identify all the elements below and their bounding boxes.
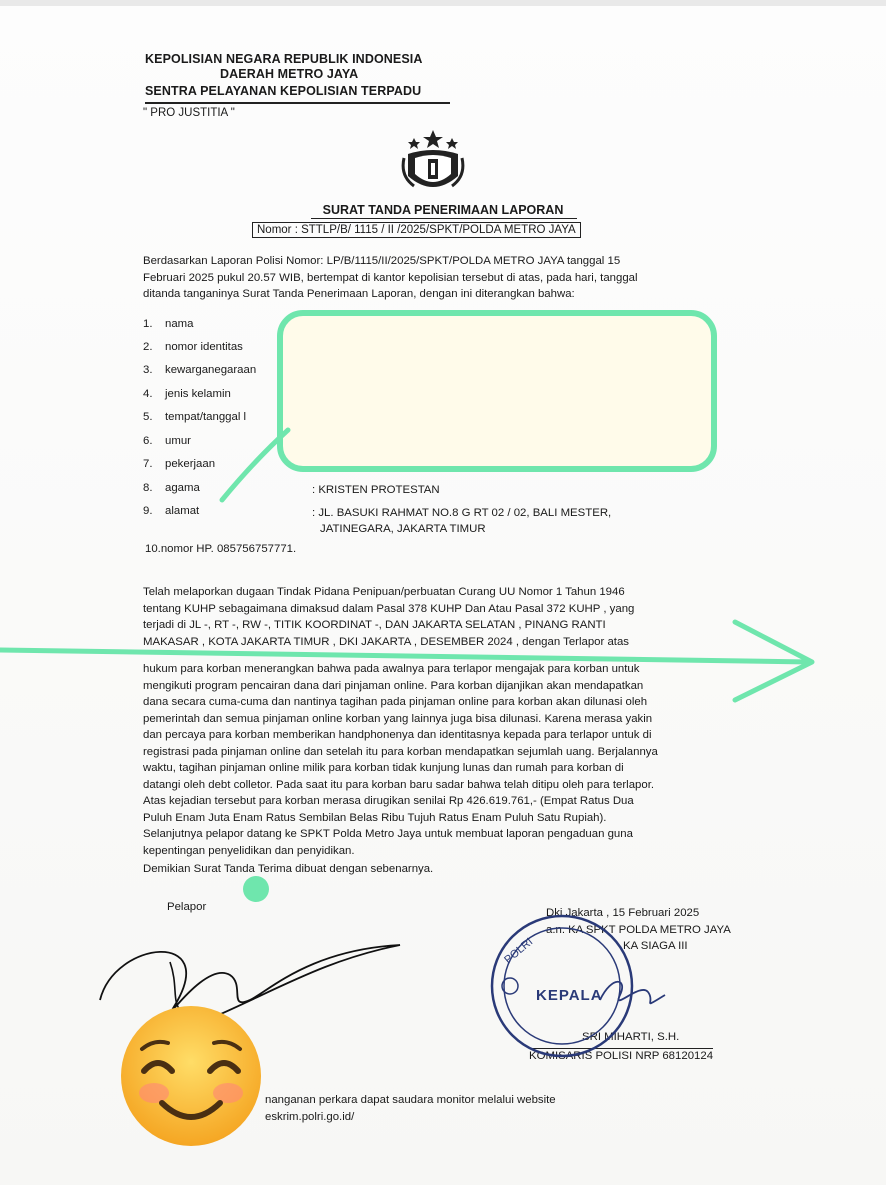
field-label: tempat/tanggal l bbox=[165, 411, 247, 423]
chronology-line: hukum para korban menerangkan bahwa pada awalnya para terlapor mengajak para korban untuk bbox=[143, 663, 640, 675]
footer-line: nanganan perkara dapat saudara monitor melalui website bbox=[265, 1094, 556, 1106]
header-underline bbox=[145, 102, 450, 104]
smiling-face-emoji-icon bbox=[118, 1003, 264, 1149]
pro-justitia: " PRO JUSTITIA " bbox=[143, 107, 235, 119]
chronology-line: kepentingan penyelidikan dan penyidikan. bbox=[143, 844, 355, 857]
header-line-2: DAERAH METRO JAYA bbox=[220, 67, 359, 81]
chronology-line: Selanjutnya pelapor datang ke SPKT Polda Metro Jaya untuk membuat laporan pengaduan guna bbox=[143, 828, 633, 840]
report-line: Telah melaporkan dugaan Tindak Pidana Penipuan/perbuatan Curang UU Nomor 1 Tahun 1946 bbox=[143, 586, 625, 598]
field-label: alamat bbox=[165, 505, 200, 517]
agama-value: : KRISTEN PROTESTAN bbox=[312, 484, 440, 496]
field-number: 5. bbox=[143, 411, 153, 423]
footer-line: eskrim.polri.go.id/ bbox=[265, 1111, 355, 1123]
intro-paragraph bbox=[143, 253, 638, 303]
intro-line: Berdasarkan Laporan Polisi Nomor: LP/B/1115/II/2025/SPKT/POLDA METRO JAYA tanggal 15 bbox=[143, 255, 621, 267]
field-tempat-tanggal-lahir bbox=[143, 411, 246, 423]
stamp-ring-text: POLRI bbox=[502, 935, 536, 967]
annotation-dot bbox=[243, 876, 269, 902]
alamat-line: : JL. BASUKI RAHMAT NO.8 G RT 02 / 02, BALI MESTER, bbox=[312, 507, 612, 519]
officer-sub-unit: KA SIAGA III bbox=[623, 940, 688, 952]
field-jenis-kelamin bbox=[143, 388, 231, 400]
report-line: terjadi di JL -, RT -, RW -, TITIK KOORDINAT -, DAN JAKARTA SELATAN , PINANG RANTI bbox=[143, 619, 606, 631]
field-nomor-identitas bbox=[143, 341, 243, 353]
field-label: jenis kelamin bbox=[165, 388, 231, 400]
field-alamat bbox=[143, 505, 199, 517]
alamat-line: JATINEGARA, JAKARTA TIMUR bbox=[320, 523, 486, 535]
field-label: pekerjaan bbox=[165, 458, 216, 470]
field-nama bbox=[143, 318, 194, 330]
report-line: tentang KUHP sebagaimana dimaksud dalam Pasal 378 KUHP Dan Atau Pasal 372 KUHP , yang bbox=[143, 602, 635, 615]
chronology-line: registrasi pada pinjaman online dan setelah itu para korban mendapatkan sejumlah uang. Berjalannya bbox=[143, 745, 658, 758]
field-number: 1. bbox=[143, 318, 153, 330]
officer-unit: a.n. KA SPKT POLDA METRO JAYA bbox=[546, 924, 731, 936]
report-line: MAKASAR , KOTA JAKARTA TIMUR , DKI JAKARTA , DESEMBER 2024 , dengan Terlapor atas bbox=[143, 635, 629, 648]
field-number: 9. bbox=[143, 505, 153, 517]
field-label: kewarganegaraan bbox=[165, 364, 257, 376]
redaction-box bbox=[277, 310, 717, 472]
chronology-paragraph bbox=[143, 661, 658, 859]
field-agama bbox=[143, 482, 200, 494]
chronology-line: mengikuti program pencairan dana dari pinjaman online. Para korban dijanjikan akan mendapatkan bbox=[143, 679, 644, 692]
field-pekerjaan bbox=[143, 458, 215, 470]
chronology-line: Puluh Enam Juta Enam Ratus Sembilan Belas Ribu Tujuh Ratus Enam Puluh Satu Rupiah). bbox=[143, 811, 607, 824]
place-date: Dki Jakarta , 15 Februari 2025 bbox=[546, 907, 700, 919]
field-umur bbox=[143, 435, 191, 447]
header-line-3: SENTRA PELAYANAN KEPOLISIAN TERPADU bbox=[145, 84, 422, 98]
closing-statement: Demikian Surat Tanda Terima dibuat dengan sebenarnya. bbox=[143, 863, 434, 875]
intro-line: Februari 2025 pukul 20.57 WIB, bertempat di kantor kepolisian tersebut di atas, pada hari, tanggal bbox=[143, 271, 638, 284]
field-label: nomor identitas bbox=[165, 341, 243, 353]
chronology-line: dana secara cuma-cuma dan nantinya tagihan pada pinjaman online para korban akan dilunasi oleh bbox=[143, 696, 648, 708]
field-number: 8. bbox=[143, 482, 153, 494]
chronology-line: dan percaya para korban memberikan handphonenya dan identitasnya kepada para terlapor untuk di bbox=[143, 729, 652, 741]
report-paragraph bbox=[143, 584, 634, 650]
reporter-label: Pelapor bbox=[167, 901, 207, 913]
stamp-text: KEPALA bbox=[536, 987, 603, 1004]
field-number: 2. bbox=[143, 341, 153, 353]
intro-line: ditanda tanganinya Surat Tanda Penerimaan Laporan, dengan ini diterangkan bahwa: bbox=[143, 288, 575, 300]
officer-rank: KOMISARIS POLISI NRP 68120124 bbox=[529, 1050, 714, 1062]
alamat-value bbox=[312, 505, 611, 537]
police-emblem-icon bbox=[400, 128, 466, 198]
annotation-arrow-head bbox=[735, 622, 812, 700]
document-title: SURAT TANDA PENERIMAAN LAPORAN bbox=[322, 203, 564, 217]
field-number: 4. bbox=[143, 388, 153, 400]
chronology-line: Atas kejadian tersebut para korban merasa dirugikan senilai Rp 426.619.761,- (Empat Ratus Dua bbox=[143, 795, 634, 807]
official-stamp bbox=[488, 912, 636, 1060]
officer-name: SRI MIHARTI, S.H. bbox=[582, 1031, 680, 1043]
field-number: 3. bbox=[143, 364, 153, 376]
chronology-line: datangi oleh debt colletor. Pada saat itu para korban baru sadar bahwa telah ditipu oleh para terlapor. bbox=[143, 778, 655, 791]
phone-number: 10.nomor HP. 085756757771. bbox=[145, 543, 297, 555]
field-number: 7. bbox=[143, 458, 153, 470]
document-number: Nomor : STTLP/B/ 1115 / II /2025/SPKT/POLDA METRO JAYA bbox=[252, 222, 581, 238]
chronology-line: waktu, tagihan pinjaman online milik para korban tidak kunjung lunas dan rumah para korban di bbox=[143, 762, 624, 774]
chronology-line: pemerintah dan semua pinjaman online korban yang lainnya juga bisa dilunasi. Karena merasa yakin bbox=[143, 712, 653, 725]
field-number: 6. bbox=[143, 435, 153, 447]
header-line-1: KEPOLISIAN NEGARA REPUBLIK INDONESIA bbox=[145, 52, 423, 66]
top-edge bbox=[0, 0, 886, 6]
field-label: umur bbox=[165, 435, 191, 447]
field-kewarganegaraan bbox=[143, 364, 256, 376]
field-label: agama bbox=[165, 482, 200, 494]
title-underline bbox=[311, 218, 577, 219]
field-label: nama bbox=[165, 318, 194, 330]
